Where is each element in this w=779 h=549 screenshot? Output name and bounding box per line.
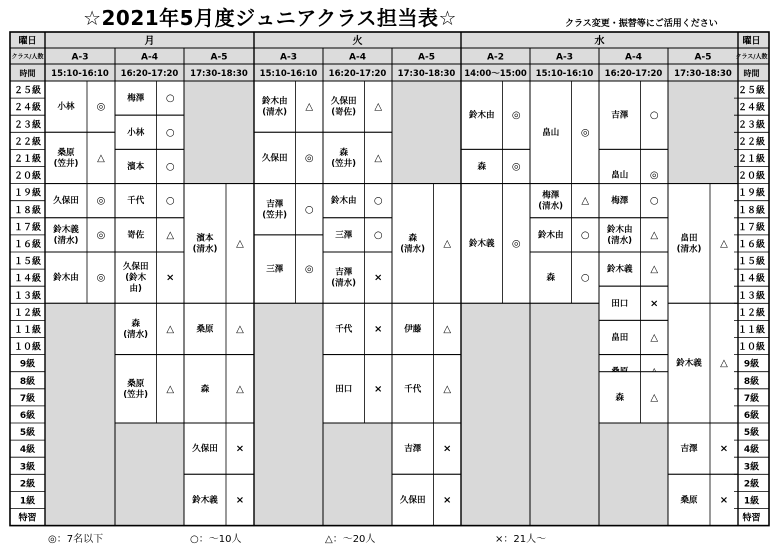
coach-name: 三澤: [266, 264, 284, 275]
rating-mark: △: [236, 238, 244, 250]
coach-name: 鈴木由: [330, 196, 357, 207]
level-label-right: １３級: [737, 291, 766, 302]
level-label-right: ２３級: [737, 120, 766, 131]
coach-name: (清水): [331, 278, 357, 289]
rating-mark: △: [720, 358, 728, 370]
level-label-left: １６級: [13, 239, 42, 250]
level-label-right: 特習: [742, 513, 761, 524]
rating-mark: ○: [304, 204, 314, 216]
rating-mark: △: [443, 323, 452, 335]
class-header: A-4: [625, 52, 642, 63]
level-label-right: 1級: [743, 496, 760, 507]
coach-name: 小林: [127, 127, 145, 138]
coach-name: (清水): [262, 107, 288, 118]
coach-name: 森: [200, 384, 210, 395]
coach-name: 鈴木由: [468, 110, 495, 121]
coach-name: 梅澤: [611, 196, 629, 207]
unassigned-slot: [115, 423, 184, 526]
rating-mark: ◎: [96, 229, 106, 241]
rating-mark: ×: [235, 494, 245, 506]
coach-name: 小林: [57, 102, 75, 113]
time-label: 時間: [743, 69, 760, 78]
rating-mark: ◎: [96, 195, 106, 207]
coach-name: 森: [408, 233, 417, 244]
time-header: 15:10-16:10: [259, 69, 318, 79]
coach-name: (笠井): [123, 389, 149, 400]
coach-name: 畠田: [611, 333, 629, 343]
coach-name: 濱本: [127, 162, 145, 172]
rating-mark: △: [236, 383, 244, 395]
coach-name: 久保田: [261, 153, 288, 164]
rating-mark: △: [720, 238, 728, 250]
level-label-left: 1級: [19, 496, 36, 507]
level-label-left: 8級: [19, 376, 36, 387]
coach-name: 鈴木義: [192, 495, 218, 506]
coach-name: 森: [339, 147, 348, 158]
coach-name: 梅澤: [542, 190, 560, 201]
coach-name: (笠井): [331, 158, 357, 169]
coach-name: 桑原: [680, 495, 698, 506]
rating-mark: ◎: [511, 161, 521, 173]
time-header: 16:20-17:20: [328, 69, 387, 79]
time-header: 16:20-17:20: [604, 69, 663, 79]
rating-mark: ◎: [580, 127, 590, 139]
coach-name: 桑原: [127, 378, 145, 389]
rating-mark: ○: [373, 229, 383, 241]
level-label-left: １５級: [13, 257, 42, 268]
rating-mark: ○: [165, 127, 175, 139]
level-label-left: 3級: [19, 462, 36, 473]
time-header: 17:30-18:30: [674, 69, 732, 79]
level-label-left: １１級: [13, 325, 42, 336]
coach-name: (笠井): [53, 158, 79, 169]
level-label-right: 3級: [743, 462, 760, 473]
level-label-left: １０級: [13, 342, 42, 353]
level-label-left: ２０級: [13, 171, 42, 182]
time-label: 時間: [19, 69, 36, 78]
level-label-right: １１級: [737, 325, 766, 336]
coach-name: 鈴木由: [261, 96, 288, 107]
level-label-right: １０級: [737, 342, 766, 353]
level-label-right: 9級: [743, 359, 760, 370]
level-label-right: １８級: [737, 205, 766, 216]
rating-mark: △: [650, 264, 659, 276]
rating-mark: △: [97, 152, 105, 164]
rating-mark: △: [166, 323, 175, 335]
class-header: A-5: [694, 52, 712, 63]
coach-name: 桑原: [57, 147, 75, 158]
coach-name: 田口: [335, 384, 353, 395]
class-header: A-3: [280, 52, 297, 63]
rating-mark: ○: [165, 195, 175, 207]
level-label-right: １２級: [737, 308, 766, 319]
rating-mark: ×: [719, 443, 729, 455]
level-label-left: 2級: [19, 479, 36, 490]
rating-mark: △: [443, 238, 452, 250]
rating-mark: ×: [443, 494, 452, 506]
rating-mark: ◎: [511, 110, 521, 122]
rating-mark: ×: [374, 272, 383, 284]
level-label-right: ２５級: [737, 86, 766, 97]
unassigned-slot: [530, 303, 599, 525]
level-label-left: １８級: [13, 205, 42, 216]
coach-name: (清水): [607, 235, 633, 246]
coach-name: 森: [615, 392, 624, 403]
class-header: A-5: [210, 52, 228, 63]
level-label-right: １４級: [737, 274, 766, 285]
rating-mark: ◎: [96, 272, 106, 284]
rating-mark: △: [650, 229, 659, 241]
class-header: A-3: [71, 52, 89, 63]
level-label-left: １３級: [13, 291, 42, 302]
unassigned-slot: [392, 81, 461, 184]
coach-name: 吉澤: [335, 267, 353, 278]
legend-circle: ○：～10人: [190, 534, 242, 545]
legend-double-circle: ◎：7名以下: [48, 534, 104, 545]
rating-mark: ×: [166, 272, 175, 284]
coach-name: 吉澤: [404, 444, 422, 455]
class-header: A-2: [487, 52, 504, 63]
level-label-left: 7級: [19, 393, 36, 404]
coach-name: 田口: [611, 298, 629, 309]
level-label-left: １４級: [13, 274, 42, 285]
level-label-left: １７級: [13, 222, 42, 233]
level-label-right: ２０級: [737, 171, 766, 182]
rating-mark: ×: [650, 298, 659, 310]
unassigned-slot: [254, 303, 323, 525]
rating-mark: ×: [374, 383, 383, 395]
unassigned-slot: [668, 81, 738, 184]
rating-mark: ○: [580, 272, 590, 284]
coach-name: 千代: [127, 196, 145, 207]
level-label-right: ２４級: [737, 103, 766, 114]
rating-mark: △: [305, 101, 314, 113]
level-label-right: １９級: [737, 188, 766, 199]
level-label-right: 2級: [743, 479, 760, 490]
coach-name: 濱本: [196, 233, 214, 244]
coach-name: 鈴木由: [606, 224, 633, 235]
time-header: 15:10-16:10: [51, 69, 109, 79]
coach-name: 畠山: [542, 127, 560, 138]
coach-name: 久保田: [399, 495, 426, 506]
rating-mark: ◎: [304, 264, 314, 276]
level-label-right: ２２級: [737, 137, 766, 148]
class-count-label: クラス/人数: [11, 53, 44, 61]
rating-mark: △: [650, 392, 659, 404]
rating-mark: ○: [373, 195, 383, 207]
time-header: 17:30-18:30: [397, 69, 456, 79]
level-label-left: 4級: [19, 445, 36, 456]
coach-name: 久保田: [53, 196, 79, 207]
coach-name: 久保田: [330, 96, 357, 107]
rating-mark: △: [166, 229, 175, 241]
coach-name: (清水): [53, 235, 79, 246]
youbi-label: 曜日: [742, 36, 761, 47]
day-header: 月: [144, 36, 155, 47]
coach-name: 森: [131, 318, 140, 329]
coach-name: (嵜佐): [331, 107, 357, 118]
class-header: A-4: [141, 52, 158, 63]
unassigned-slot: [184, 81, 254, 184]
rating-mark: ×: [374, 323, 383, 335]
coach-name: (笠井): [262, 210, 288, 221]
level-label-left: 5級: [19, 428, 36, 439]
coach-name: 三澤: [335, 230, 353, 241]
coach-name: 畠山: [611, 170, 629, 181]
coach-name: 千代: [335, 324, 353, 335]
time-header: 14:00～15:00: [464, 69, 527, 79]
rating-mark: △: [650, 332, 659, 344]
rating-mark: ○: [580, 229, 590, 241]
coach-name: 森: [477, 162, 486, 172]
level-label-right: １５級: [737, 257, 766, 268]
rating-mark: △: [236, 323, 244, 335]
legend-triangle: △：～20人: [325, 534, 376, 545]
level-label-left: ２３級: [13, 120, 42, 131]
time-header: 16:20-17:20: [120, 69, 179, 79]
level-label-right: 6級: [743, 410, 760, 421]
class-header: A-4: [349, 52, 366, 63]
day-header: 水: [594, 36, 605, 47]
coach-name: 吉澤: [266, 199, 284, 210]
rating-mark: △: [374, 152, 383, 164]
coach-name: 鈴木由: [537, 230, 564, 241]
coach-name: 久保田: [192, 444, 218, 455]
time-header: 17:30-18:30: [190, 69, 248, 79]
rating-mark: ×: [719, 494, 729, 506]
youbi-label: 曜日: [18, 36, 37, 47]
coach-name: (清水): [676, 244, 702, 255]
coach-name: 嵜佐: [127, 230, 145, 241]
rating-mark: ○: [165, 161, 175, 173]
rating-mark: △: [443, 383, 452, 395]
page-title: ☆2021年5月度ジュニアクラス担当表☆: [83, 6, 457, 30]
rating-mark: ◎: [304, 152, 314, 164]
coach-name: (清水): [192, 244, 218, 255]
class-header: A-5: [418, 52, 435, 63]
coach-name: (清水): [538, 201, 564, 212]
coach-name: 鈴木義: [468, 238, 495, 249]
class-header: A-3: [556, 52, 573, 63]
coach-name: (鈴木: [125, 273, 147, 284]
coach-name: 鈴木義: [53, 224, 79, 235]
coach-name: 久保田: [122, 262, 149, 273]
level-label-right: １６級: [737, 239, 766, 250]
unassigned-slot: [461, 303, 530, 525]
unassigned-slot: [323, 423, 392, 526]
coach-name: 千代: [404, 384, 422, 395]
coach-name: 鈴木義: [676, 358, 702, 369]
coach-name: 伊藤: [404, 324, 422, 335]
level-label-left: ２２級: [13, 137, 42, 148]
coach-name: (清水): [400, 244, 426, 255]
coach-name: 桑原: [196, 324, 214, 335]
coach-name: (清水): [123, 329, 149, 340]
level-label-right: 4級: [743, 445, 760, 456]
coach-name: 鈴木由: [53, 273, 79, 284]
coach-name: 森: [546, 273, 555, 284]
coach-name: 鈴木義: [606, 264, 633, 275]
level-label-right: ２１級: [737, 154, 766, 165]
coach-name: 吉澤: [611, 110, 629, 121]
level-label-left: 特習: [18, 513, 37, 524]
level-label-left: １９級: [13, 188, 42, 199]
coach-name: 由): [129, 284, 142, 295]
level-label-right: 7級: [743, 393, 760, 404]
usage-note: クラス変更・振替等にご活用ください: [565, 19, 718, 29]
level-label-right: 5級: [743, 428, 760, 439]
rating-mark: ◎: [511, 238, 521, 250]
rating-mark: ×: [443, 443, 452, 455]
rating-mark: ○: [649, 110, 659, 122]
rating-mark: ◎: [96, 101, 106, 113]
level-label-right: 8級: [743, 376, 760, 387]
rating-mark: ○: [649, 195, 659, 207]
level-label-left: １２級: [13, 308, 42, 319]
coach-name: 畠田: [680, 233, 698, 244]
level-label-left: ２４級: [13, 103, 42, 114]
unassigned-slot: [599, 423, 668, 526]
rating-mark: ○: [165, 93, 175, 105]
level-label-left: 6級: [19, 410, 36, 421]
level-label-left: ２１級: [13, 154, 42, 165]
rating-mark: △: [581, 195, 590, 207]
legend-cross: ×：21人～: [495, 534, 547, 545]
time-header: 15:10-16:10: [535, 69, 594, 79]
day-header: 火: [352, 36, 363, 47]
coach-name: 吉澤: [680, 444, 698, 455]
unassigned-slot: [45, 303, 115, 525]
class-count-label: クラス/人数: [735, 53, 768, 61]
rating-mark: ×: [235, 443, 245, 455]
level-label-left: 9級: [19, 359, 36, 370]
rating-mark: ◎: [649, 170, 659, 182]
level-label-right: １７級: [737, 222, 766, 233]
coach-name: 梅澤: [127, 93, 145, 104]
rating-mark: △: [166, 383, 175, 395]
rating-mark: △: [374, 101, 383, 113]
level-label-left: ２５級: [13, 86, 42, 97]
